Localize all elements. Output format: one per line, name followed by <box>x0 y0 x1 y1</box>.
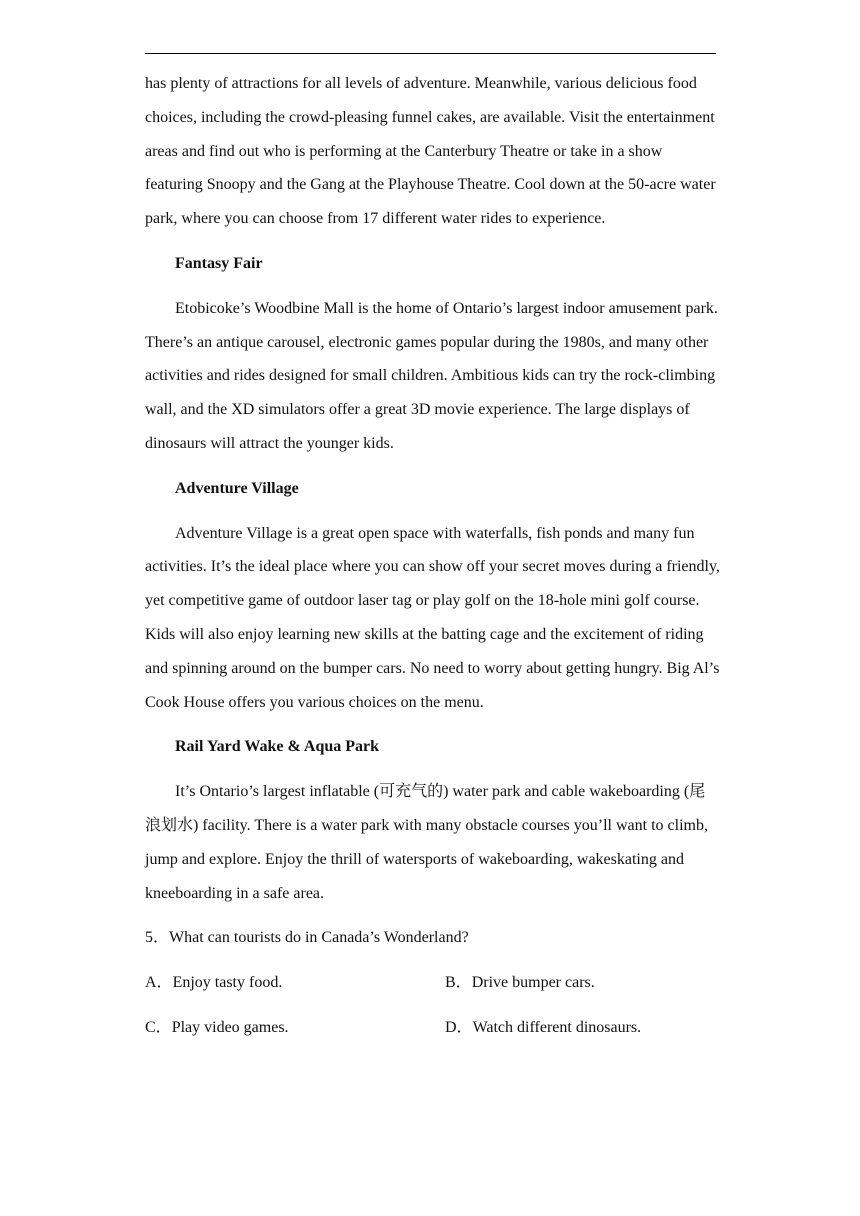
document-body <box>145 67 720 1045</box>
header-rule <box>145 53 716 54</box>
answer-options <box>145 966 720 1045</box>
option-c[interactable] <box>145 1011 445 1045</box>
option-label: D． <box>445 1018 473 1036</box>
option-label: A． <box>145 974 173 992</box>
section-heading-fantasy-fair: Fantasy Fair <box>175 254 263 272</box>
section-body-rail-yard: It’s Ontario’s largest inflatable (可充气的) water park and cable wakeboarding (尾浪划水) facility. There is a water park with many obstacle courses you’ll want to climb, jump and explore. Enjoy the thrill of watersports of wakeboarding, wakeskating and kneeboarding in a safe area. <box>145 783 708 902</box>
section-heading-rail-yard: Rail Yard Wake & Aqua Park <box>175 738 380 756</box>
question-number: 5． <box>145 929 170 947</box>
option-text: Drive bumper cars. <box>471 974 595 992</box>
question-stem <box>145 921 720 955</box>
option-text: Play video games. <box>171 1018 289 1036</box>
option-text: Enjoy tasty food. <box>172 974 283 992</box>
option-text: Watch different dinosaurs. <box>472 1018 642 1036</box>
option-a[interactable] <box>145 966 445 1000</box>
option-d[interactable] <box>445 1011 720 1045</box>
section-heading-adventure-village: Adventure Village <box>175 479 299 497</box>
option-b[interactable] <box>445 966 720 1000</box>
section-body-fantasy-fair: Etobicoke’s Woodbine Mall is the home of Ontario’s largest indoor amusement park. There’s an antique carousel, electronic games popular during the 1980s, and many other activities and rides designed for small children. Ambitious kids can try the rock-climbing wall, and the XD simulators offer a great 3D movie experience. The large displays of dinosaurs will attract the younger kids. <box>145 299 718 452</box>
question-text: What can tourists do in Canada’s Wonderland? <box>169 929 469 947</box>
option-label: C． <box>145 1018 172 1036</box>
option-label: B． <box>445 974 472 992</box>
section-body-adventure-village: Adventure Village is a great open space with waterfalls, fish ponds and many fun activities. It’s the ideal place where you can show off your secret moves during a friendly, yet competitive game of outdoor laser tag or play golf on the 18-hole mini golf course. Kids will also enjoy learning new skills at the batting cage and the excitement of riding and spinning around on the bumper cars. No need to worry about getting hungry. Big Al’s Cook House offers you various choices on the menu. <box>145 524 720 711</box>
intro-paragraph: has plenty of attractions for all levels of adventure. Meanwhile, various delicious food choices, including the crowd-pleasing funnel cakes, are available. Visit the entertainment areas and find out who is performing at the Canterbury Theatre or take in a show featuring Snoopy and the Gang at the Playhouse Theatre. Cool down at the 50-acre water park, where you can choose from 17 different water rides to experience. <box>145 75 716 228</box>
